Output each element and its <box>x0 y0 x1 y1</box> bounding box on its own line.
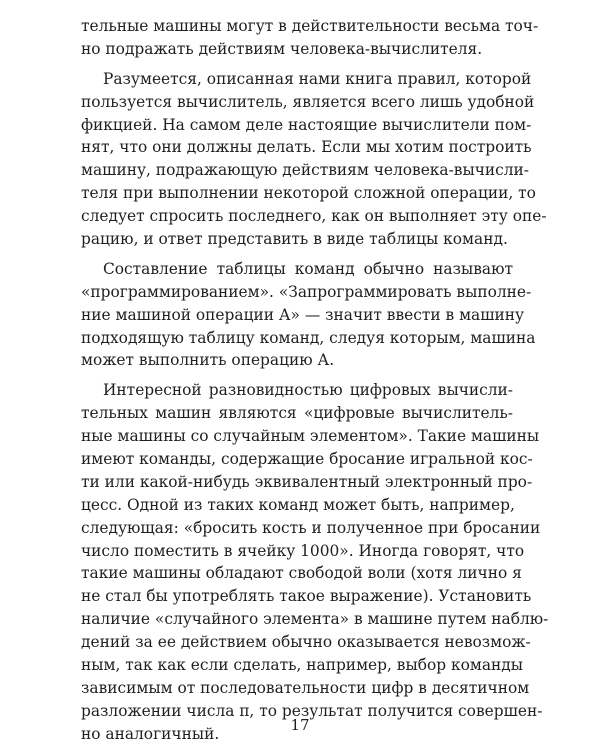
text-line: тельных машин являются «цифровые вычислитель- <box>81 404 513 423</box>
text-line: «программированием». «Запрограммировать выполне- <box>81 282 532 301</box>
paragraph <box>81 258 536 372</box>
text-line: такие машины обладают свободой воли (хотя лично я <box>81 564 522 583</box>
text-line: следующая: «бросить кость и полученное при бросании <box>81 518 541 537</box>
text-line: нят, что они должны делать. Если мы хотим построить <box>81 138 532 157</box>
text-line: Разумеется, описанная нами книга правил, которой <box>103 69 532 88</box>
text-line: рацию, и ответ представить в виде таблицы команд. <box>81 230 508 249</box>
text-line: ным, так как если сделать, например, выбор команды <box>81 656 523 675</box>
text-line: наличие «случайного элемента» в машине путем наблю- <box>81 610 549 629</box>
text-line: тельные машины могут в действительности весьма точ- <box>81 17 539 35</box>
text-line: но аналогичный. <box>81 724 220 743</box>
text-line: но подражать действиям человека-вычислителя. <box>81 39 483 58</box>
text-line: ние машиной операции А» — значит ввести в машину <box>81 305 525 324</box>
text-line: подходящую таблицу команд, следуя которым, машина <box>81 328 536 347</box>
text-line: пользуется вычислитель, является всего лишь удобной <box>81 92 535 111</box>
paragraph <box>81 68 547 251</box>
text-line: цесс. Одной из таких команд может быть, например, <box>81 495 515 514</box>
text-line: фикцией. На самом деле настоящие вычислители пом- <box>81 115 532 134</box>
paragraph <box>81 15 539 61</box>
page-number: 17 <box>290 716 310 734</box>
paragraph <box>81 379 549 745</box>
text-line: ные машины со случайным элементом». Такие машины <box>81 427 540 446</box>
text-line: дений за ее действием обычно оказывается невозмож- <box>81 633 531 652</box>
text-line: теля при выполнении некоторой сложной операции, то <box>81 184 536 203</box>
text-line: имеют команды, содержащие бросание игральной кос- <box>81 450 533 469</box>
text-line: ти или какой-нибудь эквивалентный электронный про- <box>81 472 533 491</box>
text-line: число поместить в ячейку 1000». Иногда говорят, что <box>81 541 525 560</box>
text-line: машину, подражающую действиям человека-вычисли- <box>81 161 529 180</box>
text-line: может выполнить операцию А. <box>81 351 335 370</box>
text-line: не стал бы употреблять такое выражение). Установить <box>81 587 532 606</box>
text-line: Составление таблицы команд обычно называют <box>103 259 513 278</box>
body-text <box>81 15 549 746</box>
text-line: Интересной разновидностью цифровых вычисли- <box>103 381 513 400</box>
text-line: следует спросить последнего, как он выполняет эту опе- <box>81 207 547 226</box>
text-line: разложении числа π, то результат получится совершен- <box>81 701 543 720</box>
text-line: зависимым от последовательности цифр в десятичном <box>81 678 530 697</box>
